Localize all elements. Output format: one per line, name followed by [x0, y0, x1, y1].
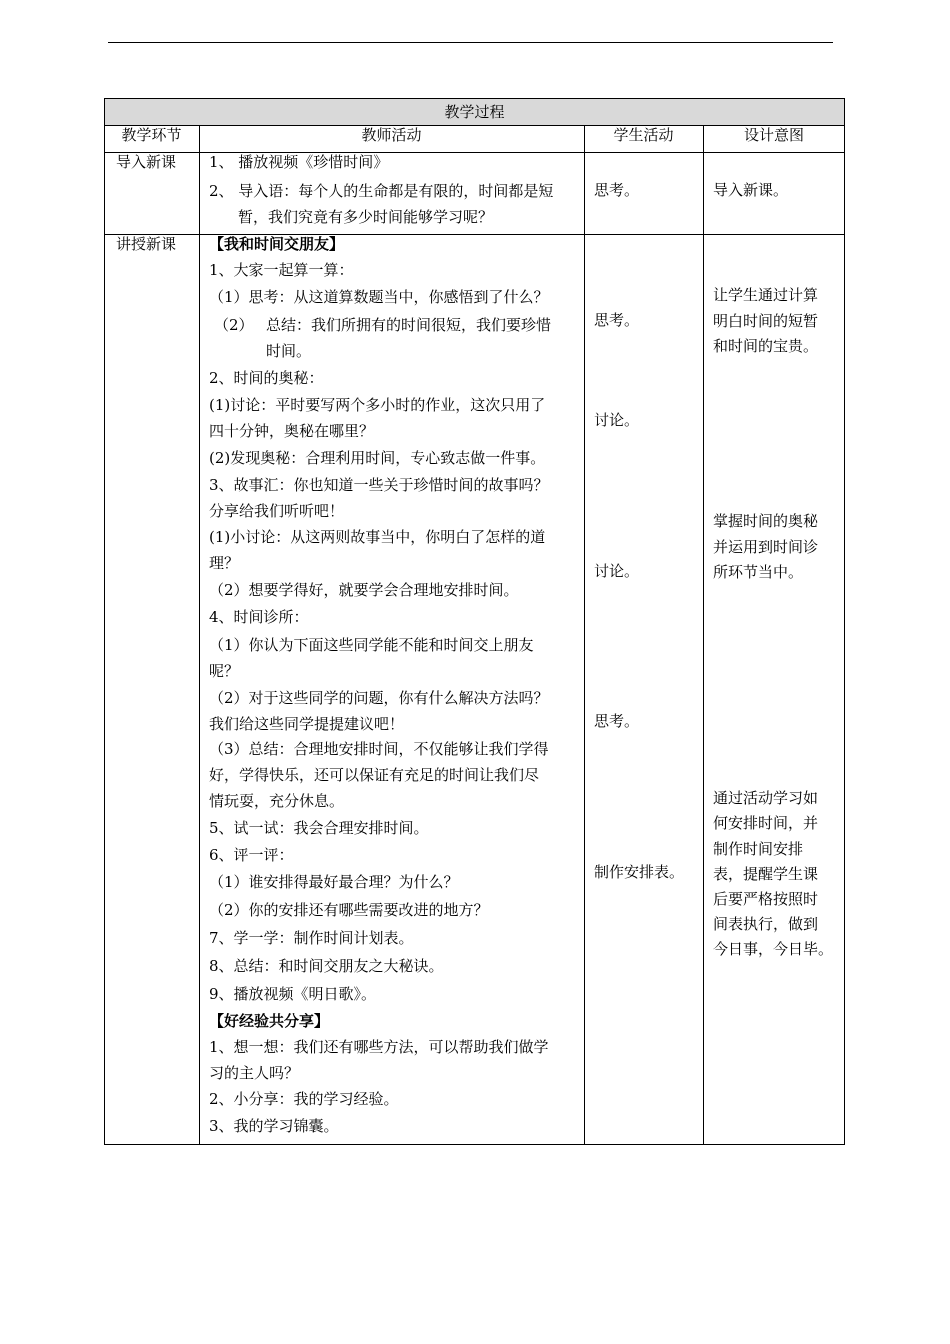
column-divider — [584, 125, 585, 1145]
teacher-line: （1）你认为下面这些同学能不能和时间交上朋友 — [209, 636, 534, 654]
teacher-line: （2） — [214, 316, 254, 334]
table-title: 教学过程 — [104, 98, 845, 126]
student-activity: 讨论。 — [594, 562, 640, 580]
teacher-line: 总结：我们所拥有的时间很短，我们要珍惜 — [266, 316, 552, 334]
design-intent-line: 通过活动学习如 — [713, 789, 819, 807]
teacher-line: 3、故事汇：你也知道一些关于珍惜时间的故事吗？ — [209, 476, 549, 494]
design-intent: 导入新课。 — [713, 181, 789, 199]
design-intent-line: 让学生通过计算 — [713, 286, 819, 304]
section-heading: 【好经验共分享】 — [209, 1012, 330, 1030]
header-teacher: 教师活动 — [361, 126, 422, 144]
header-design: 设计意图 — [743, 126, 804, 144]
teacher-line: (1)小讨论：从这两则故事当中，你明白了怎样的道 — [209, 528, 546, 546]
teacher-line: 时间。 — [266, 342, 312, 360]
teacher-line: 习的主人吗？ — [209, 1064, 300, 1082]
design-intent-line: 所环节当中。 — [713, 563, 804, 581]
header-student: 学生活动 — [613, 126, 674, 144]
design-intent-line: 间表执行，做到 — [713, 915, 819, 933]
column-divider — [199, 125, 200, 1145]
student-activity: 思考。 — [594, 712, 640, 730]
teacher-line: 5、试一试：我会合理安排时间。 — [209, 819, 429, 837]
teacher-line: 1、大家一起算一算： — [209, 261, 354, 279]
teacher-line: 2、小分享：我的学习经验。 — [209, 1090, 399, 1108]
teacher-line: 分享给我们听听吧！ — [209, 502, 345, 520]
column-divider — [703, 125, 704, 1145]
design-intent-line: 并运用到时间诊 — [713, 538, 819, 556]
student-activity: 讨论。 — [594, 411, 640, 429]
teacher-line: 7、学一学：制作时间计划表。 — [209, 929, 414, 947]
teacher-line: 2、时间的奥秘： — [209, 369, 324, 387]
teacher-line: 理？ — [209, 554, 240, 572]
teacher-line: 好，学得快乐，还可以保证有充足的时间让我们尽 — [209, 766, 540, 784]
teacher-line: 呢？ — [209, 662, 240, 680]
design-intent-line: 何安排时间，并 — [713, 814, 819, 832]
design-intent-line: 和时间的宝贵。 — [713, 337, 819, 355]
design-intent-line: 今日事，今日毕。 — [713, 940, 834, 958]
design-intent-line: 制作时间安排 — [713, 840, 804, 858]
teacher-line: 4、时间诊所： — [209, 608, 309, 626]
stage-lesson: 讲授新课 — [116, 235, 177, 253]
stage-intro: 导入新课 — [116, 153, 177, 171]
teacher-line: 我们给这些同学提提建议吧！ — [209, 715, 405, 733]
teacher-line: （2）对于这些同学的问题，你有什么解决方法吗？ — [209, 689, 549, 707]
teacher-line: 6、评一评： — [209, 846, 294, 864]
design-intent-line: 明白时间的短暂 — [713, 312, 819, 330]
design-intent-line: 掌握时间的奥秘 — [713, 512, 819, 530]
student-activity: 思考。 — [594, 181, 640, 199]
teacher-line: 暂，我们究竟有多少时间能够学习呢？ — [238, 208, 494, 226]
teacher-line: 1、 播放视频《珍惜时间》 — [209, 153, 389, 171]
teacher-line: 8、总结：和时间交朋友之大秘诀。 — [209, 957, 444, 975]
teacher-line: （3）总结：合理地安排时间，不仅能够让我们学得 — [209, 740, 549, 758]
section-heading: 【我和时间交朋友】 — [209, 235, 345, 253]
teacher-line: （1）思考：从这道算数题当中，你感悟到了什么？ — [209, 288, 549, 306]
teacher-line: 四十分钟，奥秘在哪里？ — [209, 422, 375, 440]
teacher-line: 2、 导入语：每个人的生命都是有限的，时间都是短 — [209, 182, 554, 200]
student-activity: 制作安排表。 — [594, 863, 685, 881]
design-intent-line: 表，提醒学生课 — [713, 865, 819, 883]
teacher-line: 情玩耍，充分休息。 — [209, 792, 345, 810]
teacher-line: 1、想一想：我们还有哪些方法，可以帮助我们做学 — [209, 1038, 549, 1056]
teacher-line: (2)发现奥秘：合理利用时间，专心致志做一件事。 — [209, 449, 546, 467]
design-intent-line: 后要严格按照时 — [713, 890, 819, 908]
teacher-line: （2）你的安排还有哪些需要改进的地方？ — [209, 901, 489, 919]
header-stage: 教学环节 — [121, 126, 182, 144]
teacher-line: （1）谁安排得最好最合理？为什么？ — [209, 873, 459, 891]
teacher-line: 3、我的学习锦囊。 — [209, 1117, 339, 1135]
teacher-line: （2）想要学得好，就要学会合理地安排时间。 — [209, 581, 519, 599]
teacher-line: (1)讨论：平时要写两个多小时的作业，这次只用了 — [209, 396, 546, 414]
student-activity: 思考。 — [594, 311, 640, 329]
header-rule — [108, 42, 833, 43]
teacher-line: 9、播放视频《明日歌》。 — [209, 985, 377, 1003]
